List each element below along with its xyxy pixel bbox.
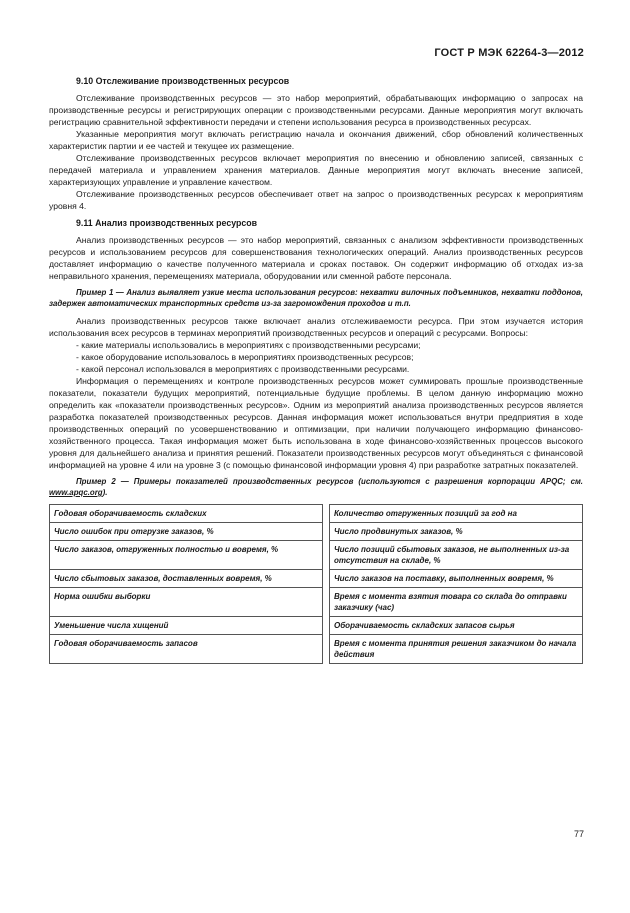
section-910-title: 9.10 Отслеживание производственных ресурсов xyxy=(76,76,290,86)
table-cell: Годовая оборачиваемость складских xyxy=(50,505,323,523)
table-row xyxy=(50,541,583,570)
table-cell: Число продвинутых заказов, % xyxy=(330,523,583,541)
example-2: Пример 2 — Примеры показателей производственных ресурсов (используются с разрешения корпорации APQC; см. www.apqc.org). xyxy=(49,477,583,497)
page-content xyxy=(49,75,583,664)
section-910-paragraph: Отслеживание производственных ресурсов — это набор мероприятий, обрабатывающих информацию о запросах на производственные ресурсы и регистрирующих операции с производственными ресурсами. Данные мероприятия могут включать регистрацию сравнительной эффективности передачи и степени использования ресурса в производственных ресурсах. xyxy=(49,93,583,127)
table-cell: Число заказов, отгруженных полностью и вовремя, % xyxy=(50,541,323,570)
table-gap xyxy=(323,523,330,541)
table-row xyxy=(50,617,583,635)
table-row xyxy=(50,523,583,541)
section-911-paragraph: Анализ производственных ресурсов также включает анализ отслеживаемости ресурса. При этом изучается история использования всех ресурсов в терминах мероприятий производственных ресурсов и операций с ресурсами. Вопросы: xyxy=(49,316,583,338)
list-item: - какое оборудование использовалось в мероприятиях производственных ресурсов; xyxy=(76,352,414,362)
section-911-paragraph: Анализ производственных ресурсов — это набор мероприятий, связанных с анализом эффективности производственных ресурсов и использованием ресурсов для совершенствования технологических операций. Анализ производственных ресурсов доставляет информацию о качестве полученного материала и сроках поставок. Он содержит информацию об отходах из-за неправильного хранения, перемещениях материала, оборудовании или сменной работе персонала. xyxy=(49,235,583,281)
section-910-paragraph: Отслеживание производственных ресурсов обеспечивает ответ на запрос о производственных ресурсах к мероприятиям уровня 4. xyxy=(49,189,583,211)
table-gap xyxy=(323,635,330,664)
standard-header: ГОСТ Р МЭК 62264-3—2012 xyxy=(434,47,584,59)
list-item: - какой персонал использовался в мероприятиях с производственными ресурсами. xyxy=(76,364,410,374)
table-row xyxy=(50,570,583,588)
table-cell: Число сбытовых заказов, доставленных вовремя, % xyxy=(50,570,323,588)
table-gap xyxy=(323,570,330,588)
section-910-paragraph: Указанные мероприятия могут включать регистрацию начала и окончания движений, сбор обновлений количественных характеристик партии и ее частей и текущее их размещение. xyxy=(49,129,583,151)
page-number: 77 xyxy=(573,829,584,839)
table-cell: Норма ошибки выборки xyxy=(50,588,323,617)
table-gap xyxy=(323,505,330,523)
table-cell: Число заказов на поставку, выполненных вовремя, % xyxy=(330,570,583,588)
table-cell: Время с момента принятия решения заказчиком до начала действия xyxy=(330,635,583,664)
table-gap xyxy=(323,588,330,617)
section-911-paragraph: Информация о перемещениях и контроле производственных ресурсов может суммировать прошлые производственные показатели, показатели будущих мероприятий, потенциальные будущие проблемы. В целом данную информацию можно определить как «показатели производственных ресурсов». Одним из мероприятий анализа производственных ресурсов является разработка показателей производственных ресурсов. Данная информация может использоваться внутри предприятия в ходе производственных операций по усовершенствованию и оптимизации, при наличии получающего информацию финансово-хозяйственного процесса. Такая информация может быть использована в ходе финансово-хозяйственных процессов высокого уровня для дальнейшего анализа и принятия решений. Показатели производственных ресурсов могут объединяться с финансовой информацией на уровне 4 или на уровне 3 (с помощью финансовой информации уровня 4) при разработке затратных показателей. xyxy=(49,376,583,470)
table-cell: Количество отгруженных позиций за год на xyxy=(330,505,583,523)
table-cell: Оборачиваемость складских запасов сырья xyxy=(330,617,583,635)
indicators-table xyxy=(49,504,583,664)
table-cell: Время с момента взятия товара со склада до отправки заказчику (час) xyxy=(330,588,583,617)
section-910-paragraph: Отслеживание производственных ресурсов включает мероприятия по внесению и обновлению записей, связанных с передачей материала и управлением хранения материалов. Данные мероприятия могут включать внесение записей, характеризующих управление и управление качеством. xyxy=(49,153,583,187)
table-row xyxy=(50,505,583,523)
table-cell: Число ошибок при отгрузке заказов, % xyxy=(50,523,323,541)
table-gap xyxy=(323,541,330,570)
table-gap xyxy=(323,617,330,635)
table-cell: Уменьшение числа хищений xyxy=(50,617,323,635)
table-cell: Годовая оборачиваемость запасов xyxy=(50,635,323,664)
apqc-link[interactable]: www.apqc.org xyxy=(49,488,103,497)
example-1: Пример 1 — Анализ выявляет узкие места использования ресурсов: нехватки вилочных подъемников, нехватки поддонов, задержек автоматических транспортных средств из-за загромождения проходов и т.п. xyxy=(49,288,583,308)
table-row xyxy=(50,635,583,664)
list-item: - какие материалы использовались в мероприятиях с производственными ресурсами; xyxy=(76,340,421,350)
table-cell: Число позиций сбытовых заказов, не выполненных из-за отсутствия на складе, % xyxy=(330,541,583,570)
section-911-title: 9.11 Анализ производственных ресурсов xyxy=(76,218,258,228)
table-row xyxy=(50,588,583,617)
